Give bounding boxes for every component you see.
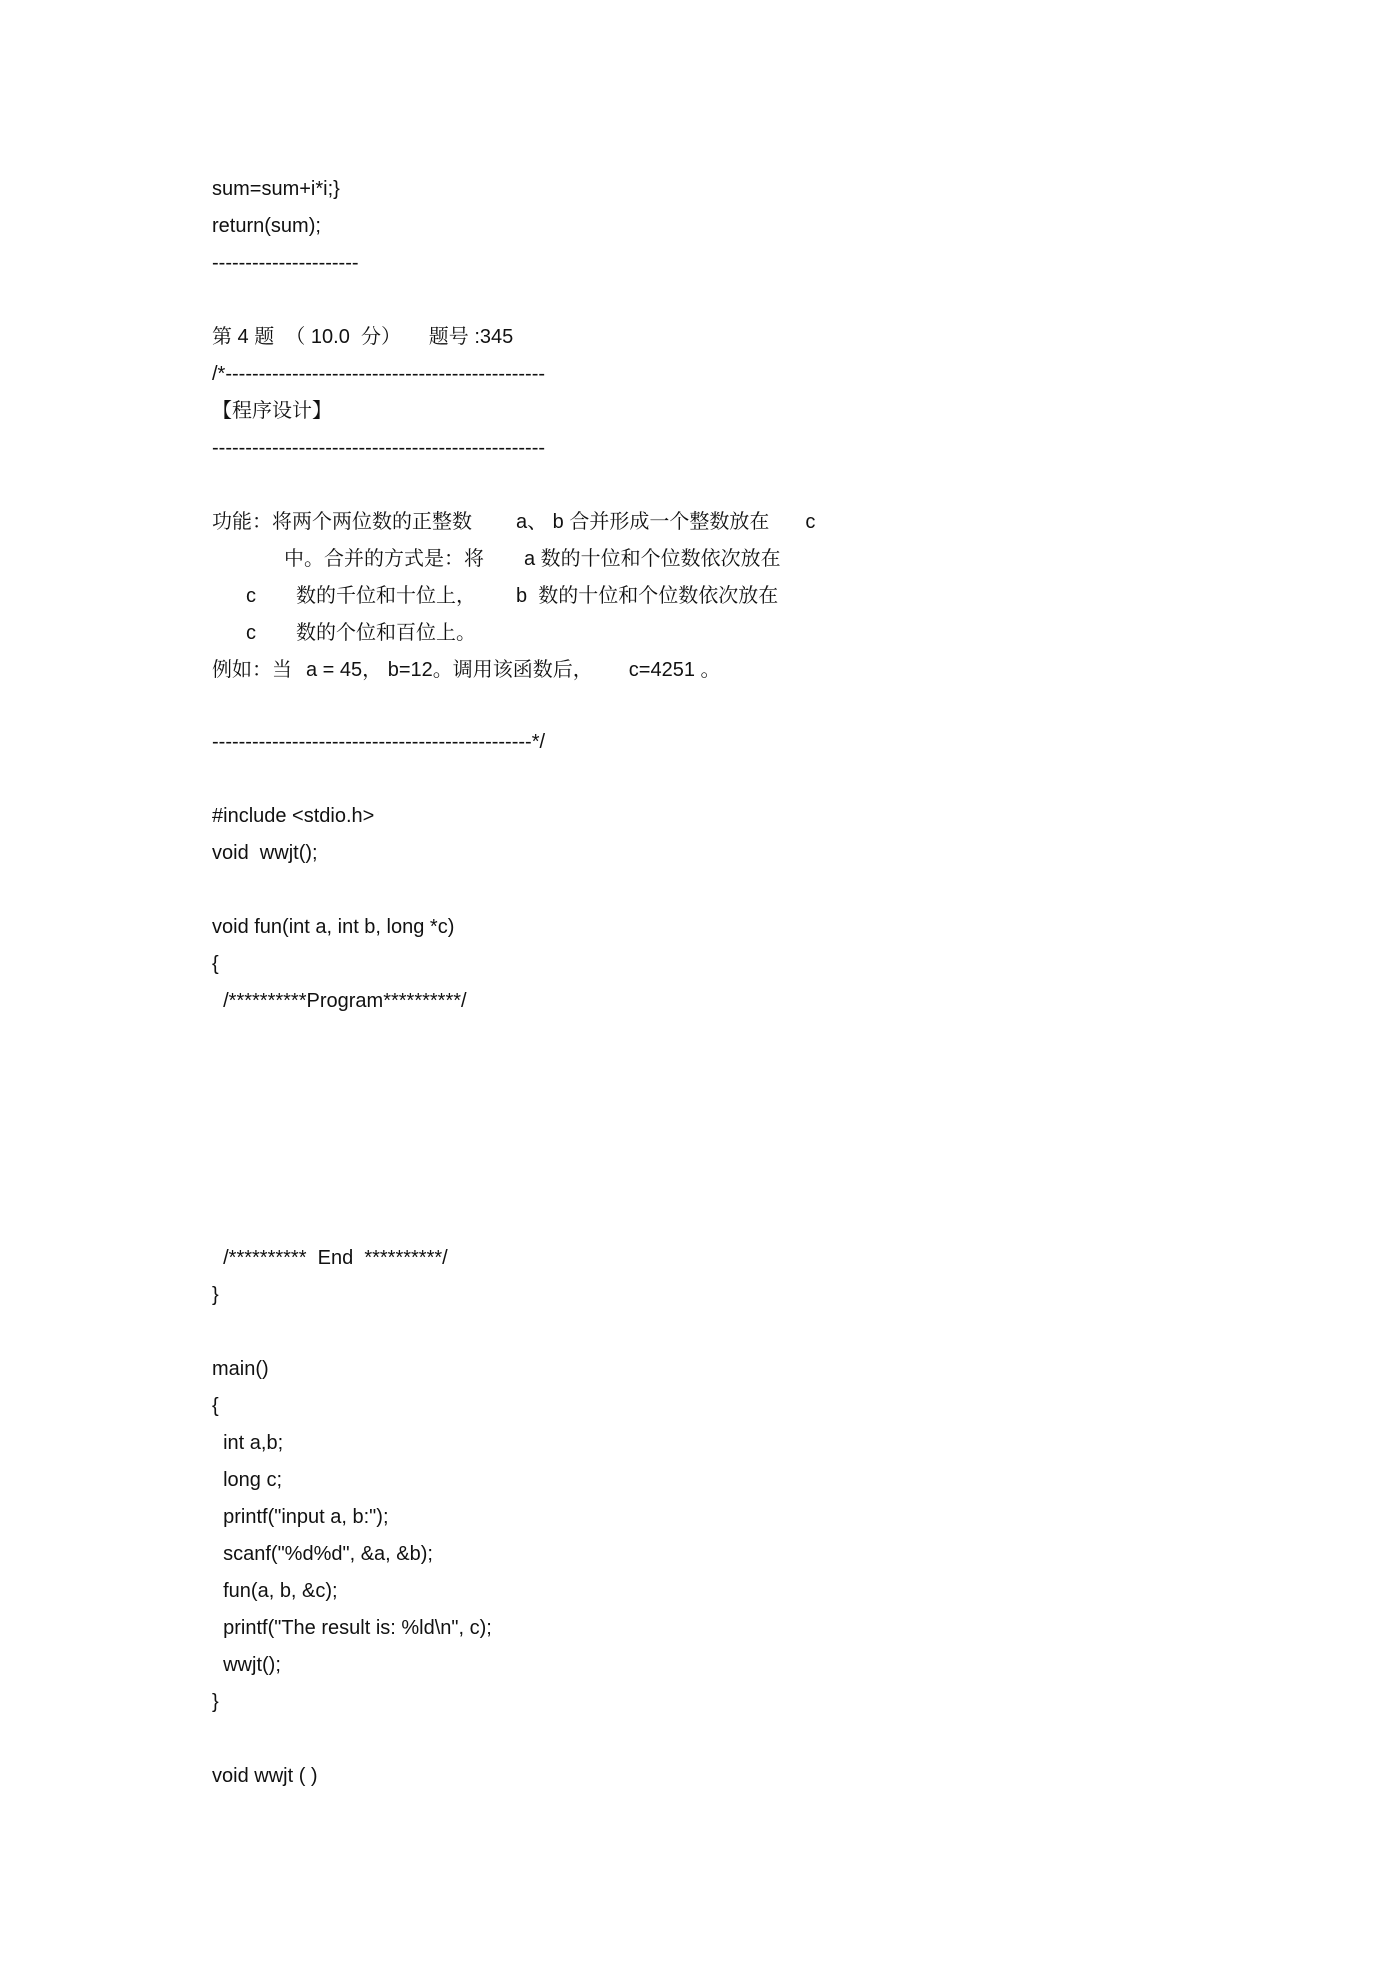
code-line-main: main() bbox=[212, 1358, 269, 1380]
code-line-end-marker: /********** End **********/ bbox=[212, 1247, 448, 1269]
comment-start-line: /*------------------------------------------------ bbox=[212, 363, 546, 385]
question-id: 题号 :345 bbox=[428, 326, 514, 348]
code-line-close-brace: } bbox=[212, 1284, 219, 1306]
description-line-4: c 数的个位和百位上。 bbox=[246, 622, 476, 644]
code-line-wwjt-call: wwjt(); bbox=[212, 1654, 281, 1676]
code-line-printf-result: printf("The result is: %ld\n", c); bbox=[212, 1617, 492, 1639]
description-line-2: 中。合并的方式是：将 a 数的十位和个位数依次放在 bbox=[284, 548, 781, 570]
code-line-scanf: scanf("%d%d", &a, &b); bbox=[212, 1543, 433, 1565]
code-line-fun-call: fun(a, b, &c); bbox=[212, 1580, 338, 1602]
question-score: （ 10.0 分） bbox=[285, 326, 401, 348]
code-line-long-decl: long c; bbox=[212, 1469, 283, 1491]
code-line-program-marker: /**********Program**********/ bbox=[212, 990, 467, 1012]
code-line-open-brace: { bbox=[212, 953, 219, 975]
description-line-3: c 数的千位和十位上， b 数的十位和个位数依次放在 bbox=[246, 585, 779, 607]
section-title: 【程序设计】 bbox=[212, 400, 332, 422]
code-line-printf-input: printf("input a, b:"); bbox=[212, 1506, 389, 1528]
description-line-1: 功能：将两个两位数的正整数 a、 b 合并形成一个整数放在 c bbox=[212, 511, 816, 533]
code-line-include: #include <stdio.h> bbox=[212, 805, 375, 827]
code-line-int-decl: int a,b; bbox=[212, 1432, 284, 1454]
example-line: 例如：当 a = 45， b=12。调用该函数后， c=4251 。 bbox=[212, 659, 721, 681]
question-header bbox=[212, 322, 513, 352]
code-line-fun-signature: void fun(int a, int b, long *c) bbox=[212, 916, 455, 938]
separator-line: -------------------------------------------------- bbox=[212, 437, 546, 459]
code-line-wwjt-def: void wwjt ( ) bbox=[212, 1765, 318, 1787]
code-line-close-brace: } bbox=[212, 1691, 219, 1713]
code-line-sum: sum=sum+i*i;} bbox=[212, 178, 340, 200]
question-number: 第 4 题 bbox=[212, 326, 275, 348]
separator-line: ---------------------- bbox=[212, 252, 359, 274]
code-line-wwjt-decl: void wwjt(); bbox=[212, 842, 318, 864]
code-line-return: return(sum); bbox=[212, 215, 321, 237]
comment-end-line: ------------------------------------------------*/ bbox=[212, 731, 546, 753]
code-line-open-brace: { bbox=[212, 1395, 219, 1417]
